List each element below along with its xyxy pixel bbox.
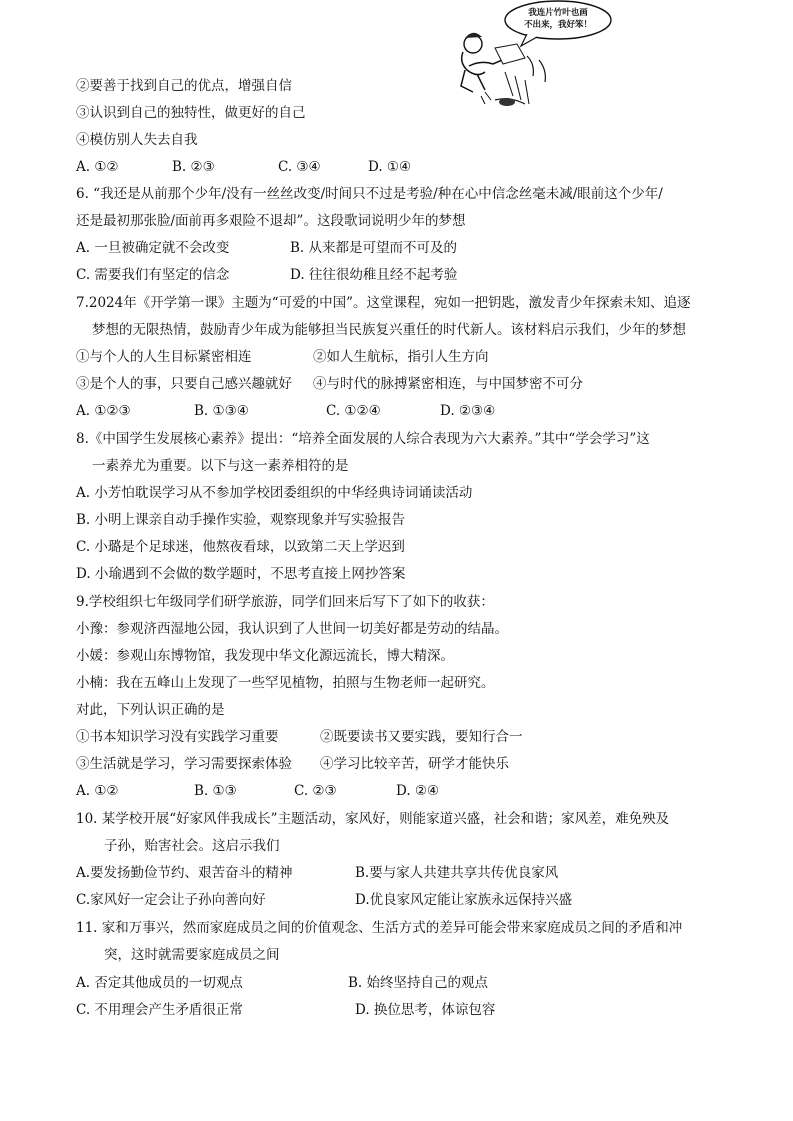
q7-option-b: B. ①③④ xyxy=(194,403,249,419)
q8-option-c: C. 小璐是个足球迷，他熬夜看球，以致第二天上学迟到 xyxy=(76,539,405,555)
q9-item-4: ④学习比较辛苦，研学才能快乐 xyxy=(320,756,509,772)
q9-item-1: ①书本知识学习没有实践学习重要 xyxy=(76,729,279,745)
q7-item-1: ①与个人的人生目标紧密相连 xyxy=(76,349,252,365)
q9-option-c: C. ②③ xyxy=(294,783,337,799)
q9-option-b: B. ①③ xyxy=(194,783,237,799)
q6-option-d: D. 往往很幼稚且经不起考验 xyxy=(290,267,458,283)
q7-stem-line2: 梦想的无限热情，鼓励青少年成为能够担当民族复兴重任的时代新人。该材料启示我们，少年的梦想 xyxy=(92,322,686,338)
q10-stem-line1: 10. 某学校开展“好家风伴我成长”主题活动，家风好，则能家道兴盛，社会和谐；家风差，难免殃及 xyxy=(76,811,670,827)
q7-option-a: A. ①②③ xyxy=(76,403,131,419)
q9-stem: 9.学校组织七年级同学们研学旅游，同学们回来后写下了如下的收获： xyxy=(76,594,494,610)
q7-stem-line1: 7.2024年《开学第一课》主题为“可爱的中国”。这堂课程，宛如一把钥匙，激发青少年探索未知、追逐 xyxy=(76,295,691,311)
q9-line-3: 小楠：我在五峰山上发现了一些罕见植物，拍照与生物老师一起研究。 xyxy=(76,675,495,691)
q9-item-2: ②既要读书又要实践，要知行合一 xyxy=(320,729,523,745)
q11-stem-line2: 突，这时就需要家庭成员之间 xyxy=(104,947,280,963)
q8-stem-line1: 8.《中国学生发展核心素养》提出：“培养全面发展的人综合表现为六大素养。”其中“学会学习”这 xyxy=(76,431,650,447)
q5-option-c: C. ③④ xyxy=(278,159,321,175)
q5-option-b: B. ②③ xyxy=(172,159,215,175)
q10-stem-line2: 子孙，贻害社会。这启示我们 xyxy=(104,838,280,854)
q11-option-d: D. 换位思考，体谅包容 xyxy=(355,1002,496,1018)
q9-option-d: D. ②④ xyxy=(396,783,440,799)
q6-stem-line1: 6. “我还是从前那个少年/没有一丝丝改变/时间只不过是考验/种在心中信念丝毫未减/眼前这个少年/ xyxy=(76,186,663,202)
q10-option-b: B.要与家人共建共享共传优良家风 xyxy=(355,865,559,881)
q5-option-d: D. ①④ xyxy=(368,159,412,175)
q11-stem-line1: 11. 家和万事兴，然而家庭成员之间的价值观念、生活方式的差异可能会带来家庭成员之间的矛盾和冲 xyxy=(76,920,683,936)
q7-item-2: ②如人生航标，指引人生方向 xyxy=(313,349,489,365)
q9-line-4: 对此，下列认识正确的是 xyxy=(76,702,225,718)
bubble-text-2: 不出来，我好笨！ xyxy=(523,20,592,30)
q10-option-a: A.要发扬勤俭节约、艰苦奋斗的精神 xyxy=(76,865,293,881)
q11-option-b: B. 始终坚持自己的观点 xyxy=(348,975,489,991)
q7-item-3: ③是个人的事，只要自己感兴趣就好 xyxy=(76,376,292,392)
q7-item-4: ④与时代的脉搏紧密相连，与中国梦密不可分 xyxy=(313,376,583,392)
q5-item-4: ④模仿别人失去自我 xyxy=(76,132,198,148)
q8-option-d: D. 小瑜遇到不会做的数学题时，不思考直接上网抄答案 xyxy=(76,566,406,582)
q6-option-c: C. 需要我们有坚定的信念 xyxy=(76,267,230,283)
q10-option-d: D.优良家风定能让家族永远保持兴盛 xyxy=(355,892,573,908)
q10-option-c: C.家风好一定会让子孙向善向好 xyxy=(76,892,266,908)
q5-item-2: ②要善于找到自己的优点，增强自信 xyxy=(76,78,292,94)
q9-option-a: A. ①② xyxy=(76,783,119,799)
q7-option-c: C. ①②④ xyxy=(326,403,381,419)
bubble-text-1: 我连片竹叶也画 xyxy=(528,8,588,18)
q9-line-1: 小豫：参观济西湿地公园，我认识到了人世间一切美好都是劳动的结晶。 xyxy=(76,621,508,637)
q8-stem-line2: 一素养尤为重要。以下与这一素养相符的是 xyxy=(92,458,349,474)
q7-option-d: D. ②③④ xyxy=(440,403,496,419)
q6-stem-line2: 还是最初那张脸/面前再多艰险不退却”。这段歌词说明少年的梦想 xyxy=(76,213,466,229)
q5-option-a: A. ①② xyxy=(76,159,119,175)
q11-option-c: C. 不用理会产生矛盾很正常 xyxy=(76,1002,243,1018)
q9-line-2: 小媛：参观山东博物馆，我发现中华文化源远流长，博大精深。 xyxy=(76,648,454,664)
q6-option-a: A. 一旦被确定就不会改变 xyxy=(76,240,230,256)
q5-item-3: ③认识到自己的独特性，做更好的自己 xyxy=(76,105,306,121)
q9-item-3: ③生活就是学习，学习需要探索体验 xyxy=(76,756,292,772)
q6-option-b: B. 从来都是可望而不可及的 xyxy=(290,240,458,256)
cartoon-illustration xyxy=(455,0,630,112)
q8-option-b: B. 小明上课亲自动手操作实验，观察现象并写实验报告 xyxy=(76,512,406,528)
q8-option-a: A. 小芳怕耽误学习从不参加学校团委组织的中华经典诗词诵读活动 xyxy=(76,485,473,501)
q11-option-a: A. 否定其他成员的一切观点 xyxy=(76,975,243,991)
